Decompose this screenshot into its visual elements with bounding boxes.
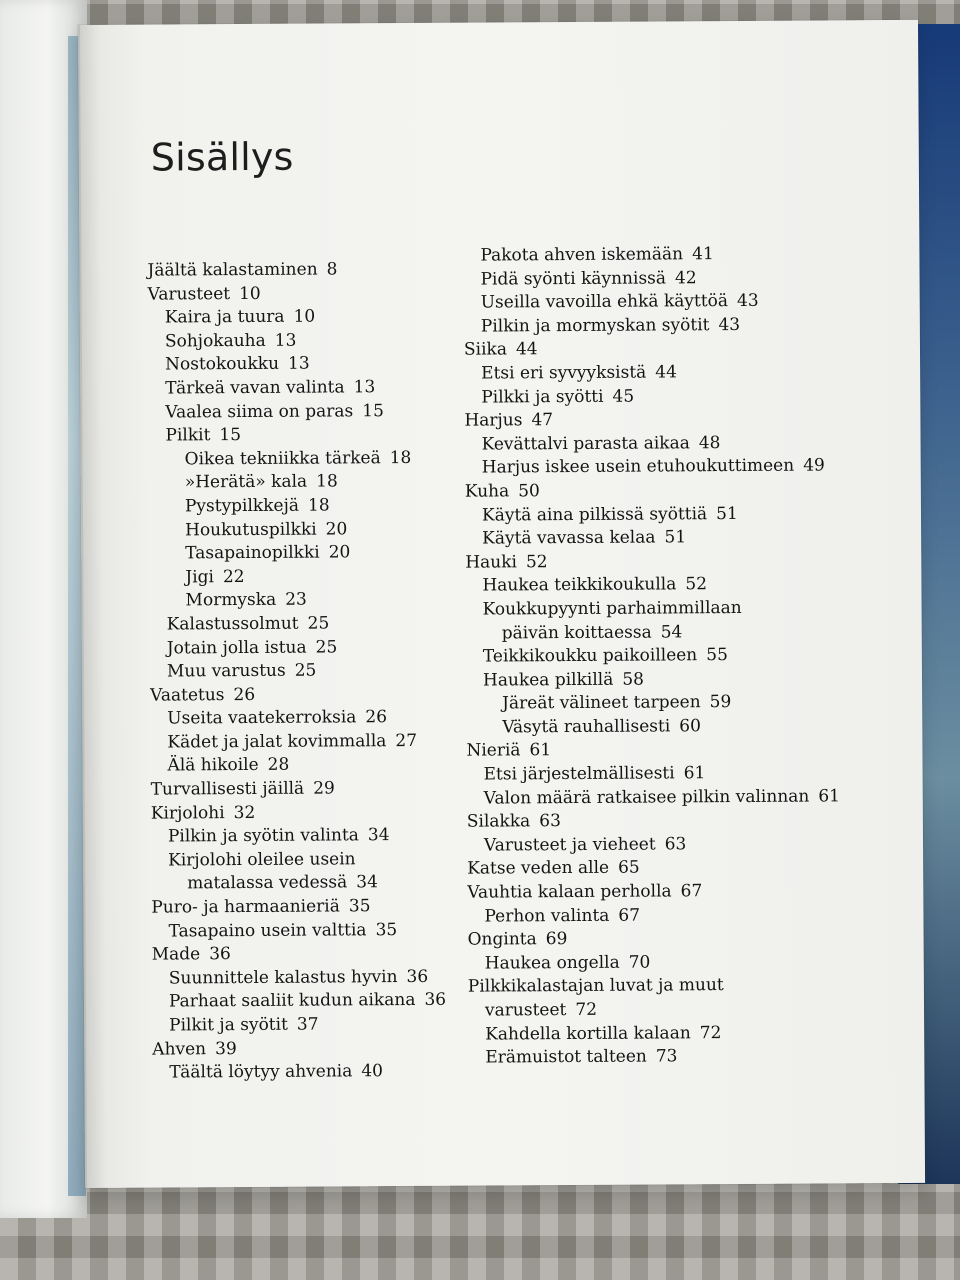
toc-entry: [467, 879, 887, 905]
toc-entry-text: Katse veden alle: [467, 858, 610, 880]
toc-entry-page: 40: [361, 1061, 384, 1082]
toc-entry-page: 25: [307, 613, 330, 634]
toc-entry-text: Haukea pilkillä: [482, 669, 614, 691]
toc-entry-text: Pidä syönti käynnissä: [480, 268, 667, 290]
toc-entry: [152, 989, 477, 1014]
toc-entry-text: Suunnittele kalastus hyvin: [168, 966, 398, 989]
toc-entry: [149, 517, 474, 542]
toc-entry: [152, 1013, 477, 1038]
toc-entry: [148, 399, 473, 424]
toc-entry: [464, 384, 884, 410]
toc-entry-text: Vaalea siima on paras: [165, 400, 354, 423]
toc-entry-page: 60: [679, 716, 701, 737]
toc-entry: [150, 706, 475, 731]
toc-entry: [467, 808, 887, 834]
toc-entry-text: Ahven: [152, 1038, 207, 1060]
toc-entry-page: 26: [233, 684, 256, 705]
toc-entry-text: Täältä löytyy ahvenia: [169, 1061, 353, 1083]
toc-entry-page: 25: [315, 636, 338, 658]
toc-entry: [463, 266, 883, 292]
toc-entry-page: 44: [515, 339, 538, 360]
toc-entry: [466, 690, 886, 716]
toc-entry-text: Varusteet ja vieheet: [483, 834, 656, 856]
toc-entry-text: Vauhtia kalaan perholla: [467, 881, 672, 903]
toc-entry: [463, 242, 883, 268]
toc-entry: [464, 360, 884, 386]
toc-entry: [468, 1044, 888, 1070]
toc-entry: [466, 643, 886, 669]
toc-entry-page: 35: [348, 896, 371, 917]
toc-entry-page: 18: [307, 495, 330, 516]
toc-entry-text: Erämuistot talteen: [485, 1046, 647, 1068]
toc-entry: [465, 572, 885, 598]
toc-entry-text: Tärkeä vavan valinta: [165, 377, 345, 399]
toc-entry-text: Haukea teikkikoukulla: [482, 574, 677, 596]
toc-entry-page: 44: [655, 362, 677, 383]
toc-entry-page: 72: [699, 1022, 722, 1043]
toc-entry-page: 13: [287, 353, 310, 375]
toc-entry-page: 73: [655, 1046, 678, 1067]
toc-entry-page: 65: [617, 858, 640, 879]
toc-entry-text: Pakota ahven iskemään: [480, 244, 684, 266]
toc-entry: [465, 454, 885, 480]
toc-entry-text: Pilkkikalastajan luvat ja muut: [467, 975, 724, 998]
toc-entry: [467, 761, 887, 787]
toc-entry: [466, 620, 886, 646]
toc-entry-page: 10: [239, 283, 261, 304]
toc-entry-page: 45: [612, 386, 635, 407]
toc-entry: [150, 753, 475, 778]
toc-entry-page: 52: [525, 551, 548, 572]
toc-entry-page: 55: [706, 645, 728, 666]
toc-entry-text: Pilkki ja syötti: [481, 386, 604, 408]
toc-entry-page: 10: [293, 306, 316, 327]
toc-entry: [150, 682, 475, 707]
toc-entry-page: 34: [356, 872, 378, 893]
toc-entry-page: 67: [618, 905, 641, 926]
toc-entry-page: 54: [660, 621, 683, 642]
toc-entry-page: 51: [716, 503, 738, 524]
toc-entry-text: matalassa vedessä: [187, 872, 348, 894]
toc-entry: [151, 777, 476, 802]
toc-entry: [152, 1060, 477, 1085]
toc-entry-text: Useita vaatekerroksia: [167, 707, 357, 729]
toc-entry-text: Made: [151, 944, 201, 965]
toc-entry-page: 18: [389, 447, 412, 468]
toc-entry-page: 29: [313, 778, 335, 799]
toc-entry-text: Järeät välineet tarpeen: [502, 692, 701, 714]
toc-entry-page: 61: [683, 763, 706, 784]
toc-entry-page: 20: [328, 542, 351, 563]
toc-entry-text: Varusteet: [147, 283, 231, 305]
toc-entry-page: 37: [296, 1014, 319, 1035]
toc-entry: [464, 313, 884, 339]
toc-entry: [149, 541, 474, 566]
toc-entry: [465, 431, 885, 457]
toc-entry-text: Valon määrä ratkaisee pilkin valinnan: [483, 786, 810, 809]
toc-entry-text: Pilkin ja mormyskan syötit: [480, 314, 710, 337]
toc-entry-text: Jigi: [185, 566, 215, 588]
toc-entry-text: Perhon valinta: [484, 905, 610, 927]
toc-entry-text: Kahdella kortilla kalaan: [485, 1022, 691, 1045]
toc-entry-page: 36: [406, 966, 429, 987]
toc-entry: [149, 564, 474, 589]
toc-entry: [464, 336, 884, 362]
toc-entry-text: Oikea tekniikka tärkeä: [184, 447, 381, 470]
toc-entry: [466, 596, 886, 622]
toc-entry: [150, 659, 475, 684]
toc-entry-page: 15: [362, 400, 384, 421]
toc-entry: [148, 423, 473, 448]
toc-entry-page: 32: [233, 802, 256, 823]
toc-entry-text: Koukkupyynti parhaimmillaan: [482, 597, 742, 620]
toc-entry-text: Jotain jolla istua: [166, 637, 307, 658]
toc-entry: [152, 965, 477, 990]
toc-entry-page: 67: [680, 881, 703, 902]
toc-entry: [466, 714, 886, 740]
toc-entry-page: 70: [628, 952, 651, 973]
toc-entry-text: Nostokoukku: [165, 354, 280, 375]
toc-entry-page: 8: [326, 259, 338, 280]
toc-entry-page: 48: [698, 432, 721, 453]
toc-entry-page: 41: [692, 244, 714, 265]
toc-entry-page: 69: [545, 929, 568, 950]
toc-entry: [151, 824, 476, 849]
toc-entry: [464, 407, 884, 433]
toc-entry-text: Vaatetus: [150, 684, 225, 706]
toc-entry: [148, 281, 473, 306]
toc-entry-text: Parhaat saaliit kudun aikana: [168, 990, 416, 1012]
toc-entry-text: Älä hikoile: [167, 755, 259, 776]
toc-entry-page: 63: [664, 834, 687, 855]
toc-entry-text: Harjus iskee usein etuhoukuttimeen: [481, 455, 795, 478]
toc-entry-text: Hauki: [465, 552, 518, 573]
toc-entry-text: Kalastussolmut: [166, 613, 299, 635]
toc-entry: [148, 352, 473, 377]
toc-entry: [468, 950, 888, 976]
toc-entry: [148, 376, 473, 401]
toc-entry-page: 59: [709, 692, 732, 713]
toc-entry-text: Käytä vavassa kelaa: [482, 527, 656, 549]
toc-entry-text: Jäältä kalastaminen: [147, 259, 318, 281]
toc-entry: [466, 667, 886, 693]
toc-entry-page: 72: [575, 999, 598, 1020]
toc-entry-page: 47: [531, 410, 554, 431]
toc-entry: [149, 494, 474, 519]
toc-entry-page: 43: [736, 291, 759, 312]
toc-entry: [465, 525, 885, 551]
toc-entry-text: Kaira ja tuura: [164, 306, 285, 328]
toc-entry: [148, 305, 473, 330]
toc-entry-text: Kädet ja jalat kovimmalla: [167, 731, 387, 753]
toc-entry-text: Pilkit ja syötit: [169, 1014, 288, 1036]
toc-entry-page: 58: [622, 669, 645, 690]
toc-entry-page: 63: [539, 811, 561, 832]
toc-entry-page: 61: [529, 740, 552, 761]
toc-entry-text: Siika: [463, 339, 508, 361]
toc-entry-text: Turvallisesti jäillä: [150, 778, 305, 800]
toc-entry: [151, 895, 476, 920]
toc-entry-text: Kirjolohi: [150, 802, 225, 824]
toc-entry: [464, 289, 884, 315]
toc-entry-text: Pilkin ja syötin valinta: [167, 825, 359, 847]
toc-entry: [150, 729, 475, 754]
toc-entry-page: 51: [664, 527, 687, 548]
toc-entry: [150, 635, 475, 660]
toc-entry-text: Pystypilkkejä: [184, 495, 300, 517]
toc-entry-text: Etsi järjestelmällisesti: [483, 763, 675, 785]
toc-entry-text: Haukea ongella: [484, 952, 620, 974]
toc-entry-page: 49: [803, 455, 825, 476]
toc-entry-text: Muu varustus: [166, 660, 286, 682]
toc-column-left: [147, 258, 477, 1086]
toc-entry-page: 43: [718, 314, 741, 335]
toc-entry: [148, 328, 473, 353]
toc-entry: [466, 738, 886, 764]
toc-entry: [468, 926, 888, 952]
toc-entry: [468, 973, 888, 999]
toc-entry: [467, 856, 887, 882]
toc-entry-text: Nieriä: [466, 740, 521, 762]
toc-entry-page: 26: [365, 707, 388, 728]
toc-entry-text: Etsi eri syvyyksistä: [481, 362, 647, 384]
toc-entry-page: 23: [285, 589, 307, 611]
toc-entry-text: Onginta: [467, 929, 537, 950]
toc-entry-page: 13: [353, 377, 376, 398]
toc-entry: [149, 470, 474, 495]
toc-entry-page: 36: [209, 944, 231, 965]
toc-entry-text: Teikkikoukku paikoilleen: [482, 645, 698, 667]
toc-entry-page: 20: [325, 518, 348, 540]
toc-entry-text: Puro- ja harmaanieriä: [151, 896, 340, 918]
toc-entry-page: 35: [375, 919, 398, 940]
toc-entry-text: »Herätä» kala: [184, 471, 308, 493]
toc-entry-page: 42: [674, 267, 697, 288]
toc-entry-text: Kuha: [464, 481, 510, 502]
toc-entry: [465, 549, 885, 575]
toc-entry-text: Houkutuspilkki: [185, 519, 317, 540]
toc-entry-text: Silakka: [466, 811, 531, 832]
toc-entry: [149, 446, 474, 471]
book-page: [78, 20, 925, 1188]
toc-entry-page: 39: [215, 1038, 237, 1059]
toc-column-right: [463, 242, 888, 1070]
toc-entry-text: Kirjolohi oleilee usein: [168, 849, 356, 871]
toc-entry-text: Sohjokauha: [164, 330, 266, 352]
toc-entry: [151, 871, 476, 896]
toc-entry-page: 25: [294, 660, 317, 681]
toc-entry-text: Mormyska: [185, 590, 277, 611]
toc-entry-text: Väsytä rauhallisesti: [502, 716, 671, 738]
toc-entry-text: varusteet: [484, 1000, 567, 1021]
toc-entry: [151, 847, 476, 872]
toc-entry-text: Kevättalvi parasta aikaa: [481, 433, 690, 455]
toc-entry: [468, 1021, 888, 1047]
toc-entry-page: 36: [424, 990, 447, 1011]
toc-entry: [150, 611, 475, 636]
toc-entry: [149, 588, 474, 613]
toc-entry-text: Tasapaino usein valttia: [168, 919, 367, 942]
toc-entry-page: 28: [267, 755, 290, 776]
toc-entry-page: 52: [685, 574, 708, 595]
toc-entry-text: Pilkit: [165, 425, 211, 446]
toc-entry: [467, 832, 887, 858]
toc-entry-page: 34: [367, 825, 390, 846]
toc-entry-page: 22: [222, 566, 245, 587]
toc-entry: [468, 997, 888, 1023]
toc-entry: [151, 800, 476, 825]
toc-entry-page: 13: [274, 330, 297, 351]
toc-entry-page: 61: [818, 786, 841, 807]
toc-entry: [147, 258, 472, 283]
toc-entry-text: päivän koittaessa: [501, 622, 652, 643]
toc-entry: [467, 785, 887, 811]
toc-entry: [465, 478, 885, 504]
page-title: Sisällys: [150, 134, 294, 180]
toc-entry-page: 15: [219, 425, 242, 446]
toc-entry-text: Useilla vavoilla ehkä käyttöä: [480, 291, 729, 313]
toc-entry-text: Tasapainopilkki: [185, 542, 320, 564]
toc-entry: [465, 502, 885, 528]
toc-entry: [152, 942, 477, 967]
toc-entry: [467, 903, 887, 929]
toc-entry: [152, 1036, 477, 1061]
toc-entry-text: Käytä aina pilkissä syöttiä: [481, 503, 708, 526]
toc-entry-text: Harjus: [464, 410, 523, 431]
toc-entry-page: 27: [395, 730, 418, 751]
toc-entry: [151, 918, 476, 943]
toc-entry-page: 18: [316, 471, 338, 492]
toc-entry-page: 50: [518, 481, 540, 502]
